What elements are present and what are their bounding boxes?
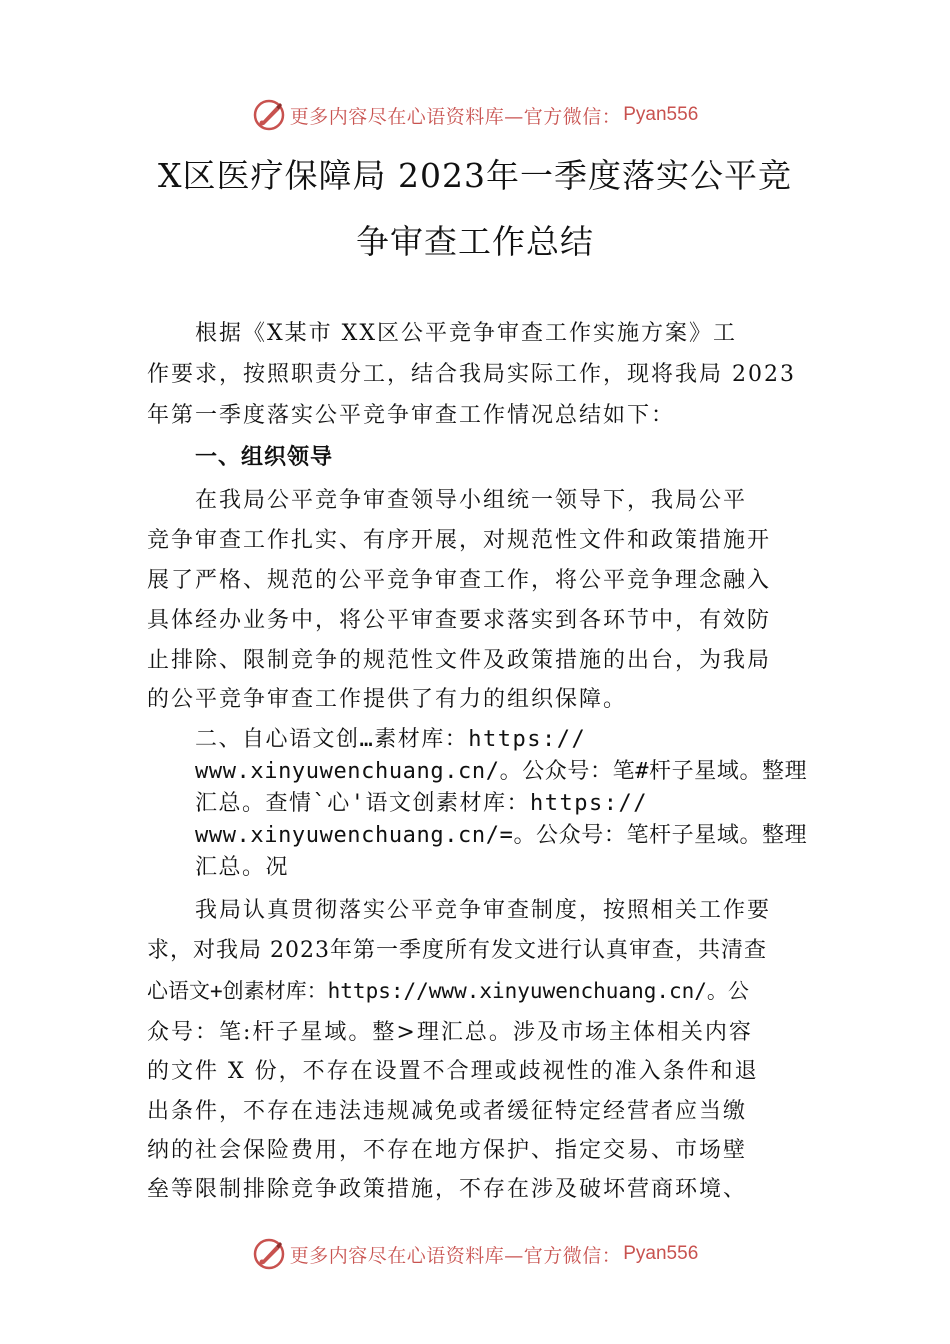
document-title-line-1: X区医疗保障局 2023年一季度落实公平竞 [158, 156, 792, 195]
brush-pen-logo-icon [252, 1237, 286, 1271]
body-line-1: 我局认真贯彻落实公平竞争审查制度，按照相关工作要 [195, 898, 772, 923]
intro-line-1: 根据《X某市 XX区公平竞争审查工作实施方案》工 [195, 321, 737, 346]
intro-line-3: 年第一季度落实公平竞争审查工作情况总结如下： [147, 403, 676, 428]
section-1-line-2: 竞争审查工作扎实、有序开展，对规范性文件和政策措施开 [147, 528, 772, 553]
body-line-7: 纳的社会保险费用，不存在地方保护、指定交易、市场壁 [147, 1138, 748, 1163]
body-line-2: 求，对我局 2023年第一季度所有发文进行认真审查，共清查 [147, 938, 767, 963]
body-line-4: 众号：笔:杆子星域。整>理汇总。涉及市场主体相关内容 [147, 1020, 753, 1045]
section-2-line-1: 二、自心语文创…素材库：https:// [195, 727, 587, 752]
section-1-line-6: 的公平竞争审查工作提供了有力的组织保障。 [147, 687, 628, 712]
watermark-promo-text: 更多内容尽在心语资料库—官方微信： [289, 1244, 622, 1267]
section-1-heading: 一、组织领导 [195, 444, 334, 469]
watermark-banner-bottom [0, 1234, 950, 1274]
watermark-wechat-handle: Pyan556 [623, 104, 699, 125]
section-2-line-5: 汇总。况 [195, 855, 290, 880]
body-line-8: 垒等限制排除竞争政策措施，不存在涉及破坏营商环境、 [147, 1177, 748, 1202]
intro-line-2: 作要求，按照职责分工，结合我局实际工作，现将我局 2023 [147, 362, 796, 387]
section-2-line-2: www.xinyuwenchuang.cn/。公众号：笔#杆子星域。整理 [195, 759, 808, 784]
watermark-promo-text: 更多内容尽在心语资料库—官方微信： [289, 105, 622, 128]
section-1-line-3: 展了严格、规范的公平竞争审查工作，将公平竞争理念融入 [147, 568, 772, 593]
document-title-line-2: 争审查工作总结 [356, 222, 594, 261]
section-2-line-3: 汇总。查情`心'语文创素材库：https:// [195, 791, 648, 816]
body-line-5: 的文件 X 份，不存在设置不合理或歧视性的准入条件和退 [147, 1059, 759, 1084]
section-1-line-4: 具体经办业务中，将公平审查要求落实到各环节中，有效防 [147, 608, 772, 633]
watermark-banner-top [0, 95, 950, 135]
body-line-6: 出条件，不存在违法违规减免或者缓征特定经营者应当缴 [147, 1099, 748, 1124]
section-2-line-4: www.xinyuwenchuang.cn/=。公众号：笔杆子星域。整理 [195, 823, 808, 848]
section-1-line-1: 在我局公平竞争审查领导小组统一领导下，我局公平 [195, 488, 748, 513]
section-1-line-5: 止排除、限制竞争的规范性文件及政策措施的出台，为我局 [147, 648, 772, 673]
brush-pen-logo-icon [252, 98, 286, 132]
body-line-3: 心语文+创素材库：https://www.xinyuwenchuang.cn/。公 [147, 979, 749, 1003]
watermark-wechat-handle: Pyan556 [623, 1243, 699, 1264]
